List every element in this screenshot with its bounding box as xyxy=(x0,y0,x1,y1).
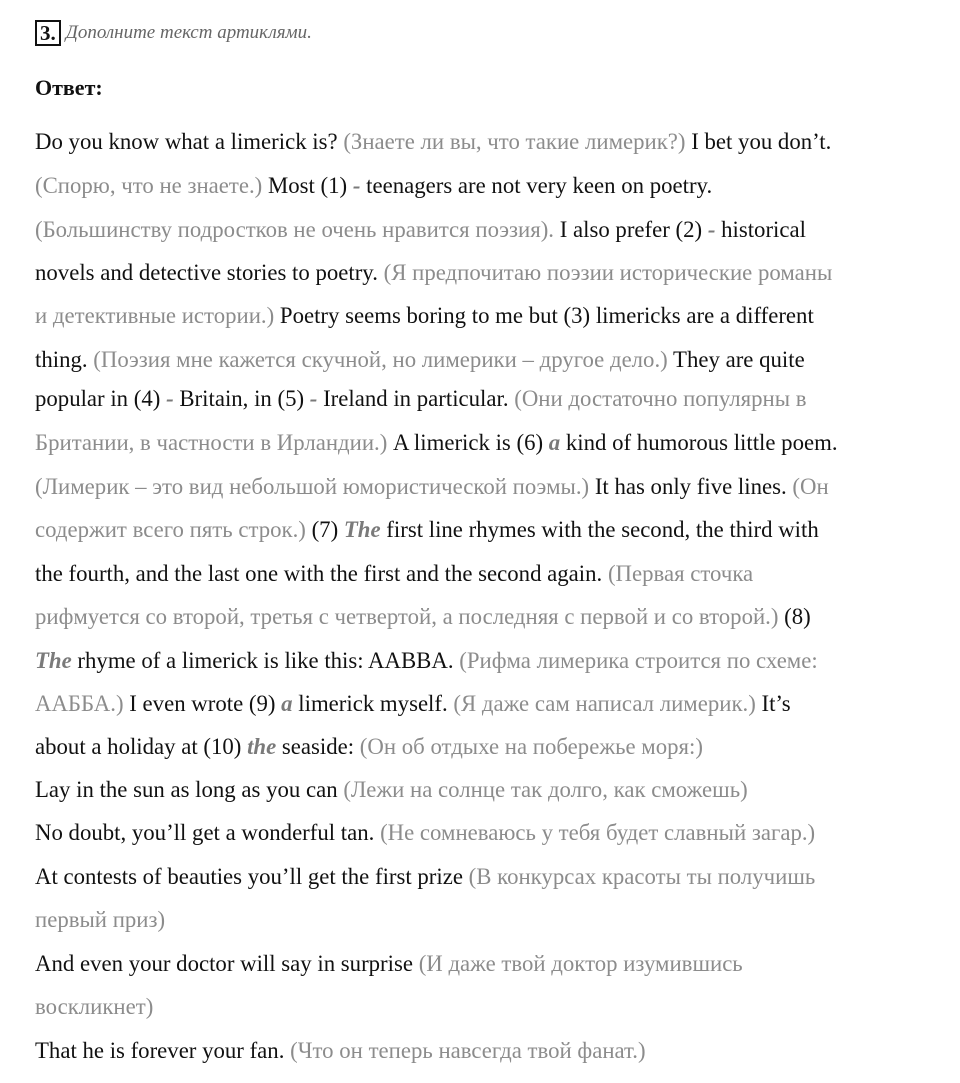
russian-translation: первый приз) xyxy=(35,907,166,932)
english-text: about a holiday at (10) xyxy=(35,734,248,759)
english-text: (7) xyxy=(305,517,344,542)
russian-translation: (В конкурсах красоты ты получишь xyxy=(468,864,816,889)
task-instruction: Дополните текст артиклями. xyxy=(65,22,312,43)
english-text: I bet you don’t. xyxy=(685,129,832,154)
text-line xyxy=(35,342,805,378)
text-line xyxy=(35,255,832,291)
russian-translation: ААББА.) xyxy=(35,691,124,716)
text-line xyxy=(35,772,748,808)
russian-translation: (Я предпочитаю поэзии исторические романы xyxy=(383,260,833,285)
english-text: I even wrote (9) xyxy=(123,691,282,716)
russian-translation: и детективные истории.) xyxy=(35,303,275,328)
russian-translation: воскликнет) xyxy=(35,994,154,1019)
english-text: I also prefer (2) xyxy=(554,217,708,242)
english-text: seaside: xyxy=(276,734,360,759)
text-line xyxy=(35,902,165,938)
english-text: Do you know what a limerick is? xyxy=(35,129,344,154)
text-line xyxy=(35,469,829,505)
russian-translation: (И даже твой доктор изумившись xyxy=(418,951,743,976)
english-text: Most (1) xyxy=(262,173,353,198)
russian-translation: (Не сомневаюсь у тебя будет славный загар.) xyxy=(380,820,816,845)
text-line xyxy=(35,989,153,1025)
text-line xyxy=(35,212,806,248)
english-text: That he is forever your fan. xyxy=(35,1038,291,1063)
russian-translation: (Спорю, что не знаете.) xyxy=(35,173,263,198)
text-line xyxy=(35,425,838,461)
text-line xyxy=(35,686,791,722)
russian-translation: (Что он теперь навсегда твой фанат.) xyxy=(290,1038,646,1063)
text-line xyxy=(35,859,815,895)
russian-translation: (Он xyxy=(792,474,829,499)
english-text: the fourth, and the last one with the first and the second again. xyxy=(35,561,608,586)
russian-translation: рифмуется со второй, третья с четвертой, а последняя с первой и со второй.) xyxy=(35,604,779,629)
text-line xyxy=(35,815,815,851)
english-text: thing. xyxy=(35,347,94,372)
text-line xyxy=(35,946,743,982)
russian-translation: (Первая сточка xyxy=(607,561,754,586)
text-line xyxy=(35,599,811,635)
article-answer: - xyxy=(309,386,318,411)
english-text: teenagers are not very keen on poetry. xyxy=(360,173,713,198)
english-text: limerick myself. xyxy=(292,691,454,716)
english-text: No doubt, you’ll get a wonderful tan. xyxy=(35,820,381,845)
english-text: It has only five lines. xyxy=(589,474,793,499)
article-answer: the xyxy=(247,734,277,759)
text-line xyxy=(35,643,818,679)
english-text: Britain, in (5) xyxy=(173,386,310,411)
russian-translation: (Они достаточно популярны в xyxy=(514,386,807,411)
article-answer: a xyxy=(281,691,293,716)
text-line xyxy=(35,298,814,334)
russian-translation: (Лежи на солнце так долго, как сможешь) xyxy=(343,777,748,802)
english-text: popular in (4) xyxy=(35,386,167,411)
russian-translation: Британии, в частности в Ирландии.) xyxy=(35,430,388,455)
russian-translation: (Знаете ли вы, что такие лимерик?) xyxy=(343,129,686,154)
russian-translation: содержит всего пять строк.) xyxy=(35,517,306,542)
article-answer: The xyxy=(35,648,72,673)
english-text: Ireland in particular. xyxy=(317,386,515,411)
english-text: historical xyxy=(715,217,806,242)
article-answer: - xyxy=(707,217,716,242)
english-text: Poetry seems boring to me but (3) limericks are a different xyxy=(274,303,814,328)
article-answer: - xyxy=(352,173,361,198)
text-line xyxy=(35,729,703,765)
article-answer: a xyxy=(548,430,561,455)
article-answer: The xyxy=(343,517,381,542)
russian-translation: (Лимерик – это вид небольшой юмористической поэмы.) xyxy=(35,474,590,499)
english-text: Lay in the sun as long as you can xyxy=(35,777,344,802)
russian-translation: (Поэзия мне кажется скучной, но лимерики – другое дело.) xyxy=(93,347,668,372)
text-line xyxy=(35,168,712,204)
english-text: At contests of beauties you’ll get the first prize xyxy=(35,864,469,889)
english-text: first line rhymes with the second, the third with xyxy=(380,517,819,542)
russian-translation: (Большинству подростков не очень нравится поэзия). xyxy=(35,217,555,242)
english-text: novels and detective stories to poetry. xyxy=(35,260,384,285)
answer-label: Ответ: xyxy=(35,75,103,100)
russian-translation: (Я даже сам написал лимерик.) xyxy=(453,691,756,716)
english-text: A limerick is (6) xyxy=(387,430,549,455)
text-line xyxy=(35,124,831,160)
task-number: 3. xyxy=(35,20,61,46)
article-answer: - xyxy=(166,386,174,411)
english-text: They are quite xyxy=(667,347,805,372)
russian-translation: (Он об отдыхе на побережье моря:) xyxy=(359,734,703,759)
text-line xyxy=(35,512,819,548)
task-header xyxy=(35,18,312,48)
text-line xyxy=(35,1033,646,1069)
russian-translation: (Рифма лимерика строится по схеме: xyxy=(459,648,818,673)
english-text: (8) xyxy=(778,604,811,629)
english-text: And even your doctor will say in surprise xyxy=(35,951,419,976)
text-line xyxy=(35,381,807,417)
english-text: It’s xyxy=(755,691,791,716)
text-line xyxy=(35,556,753,592)
english-text: kind of humorous little poem. xyxy=(560,430,838,455)
english-text: rhyme of a limerick is like this: AABBA. xyxy=(71,648,460,673)
